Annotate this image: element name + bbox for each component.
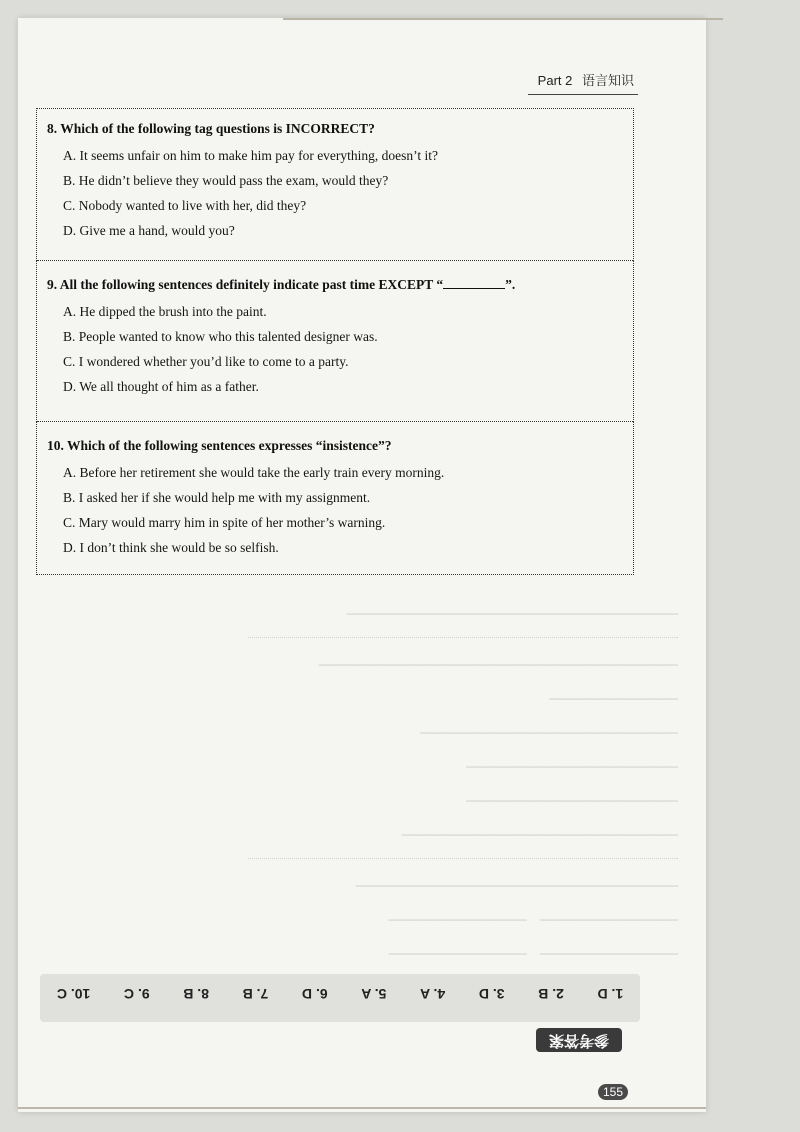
- answer-key-panel: [40, 974, 640, 1022]
- header-underline: [528, 94, 638, 95]
- answer-item: 8. B: [183, 986, 209, 1002]
- answer-key-label: 参考答案: [536, 1028, 622, 1052]
- answer-key-row: [40, 986, 640, 1002]
- option-a: A. Before her retirement she would take the early train every morning.: [63, 465, 445, 480]
- book-page: [18, 18, 706, 1112]
- page-number: 155: [598, 1084, 628, 1100]
- question-stem-after: ”.: [505, 277, 516, 292]
- header-section: 语言知识: [581, 73, 634, 88]
- question-stem: 10. Which of the following sentences expresses “insistence”?: [47, 438, 392, 453]
- answer-item: 1. D: [597, 986, 624, 1002]
- header-part: Part 2: [537, 73, 573, 88]
- option-b: B. He didn’t believe they would pass the exam, would they?: [63, 173, 389, 188]
- bleed-through-text: ──────────────────────────────────── ─────────────────────────────────────── ────────────── ──────────────────────────── ─────────────────────── ─────────────────────── ────────────────────────────── ─────────────────────────────────── ─────────────── ─────────────── ─────────────── ───────────────: [228, 603, 678, 977]
- question-block-10: [36, 422, 634, 575]
- answer-item: 3. D: [478, 986, 505, 1002]
- answer-item: 10. C: [56, 986, 91, 1002]
- question-block-8: [36, 108, 634, 261]
- answer-blank: [443, 276, 505, 289]
- option-a: A. He dipped the brush into the paint.: [63, 304, 267, 319]
- answer-item: 5. A: [361, 986, 387, 1002]
- answer-item: 9. C: [123, 986, 150, 1002]
- answer-item: 6. D: [301, 986, 328, 1002]
- option-a: A. It seems unfair on him to make him pay for everything, doesn’t it?: [63, 148, 439, 163]
- bottom-rule: [18, 1107, 706, 1109]
- option-d: D. Give me a hand, would you?: [63, 223, 235, 238]
- option-c: C. I wondered whether you’d like to come to a party.: [63, 354, 349, 369]
- running-header: [538, 70, 634, 89]
- option-d: D. I don’t think she would be so selfish.: [63, 540, 279, 555]
- answer-item: 2. B: [538, 986, 564, 1002]
- question-block-9: [36, 260, 634, 422]
- option-d: D. We all thought of him as a father.: [63, 379, 259, 394]
- answer-item: 7. B: [242, 986, 269, 1002]
- option-c: C. Mary would marry him in spite of her mother’s warning.: [63, 515, 386, 530]
- option-b: B. I asked her if she would help me with my assignment.: [63, 490, 371, 505]
- option-b: B. People wanted to know who this talented designer was.: [63, 329, 378, 344]
- top-rule: [283, 18, 723, 20]
- question-stem: [47, 276, 633, 293]
- question-stem: 8. Which of the following tag questions is INCORRECT?: [47, 121, 375, 136]
- question-stem-before: 9. All the following sentences definitely indicate past time EXCEPT “: [47, 277, 444, 292]
- option-c: C. Nobody wanted to live with her, did they?: [63, 198, 307, 213]
- answer-item: 4. A: [420, 986, 446, 1002]
